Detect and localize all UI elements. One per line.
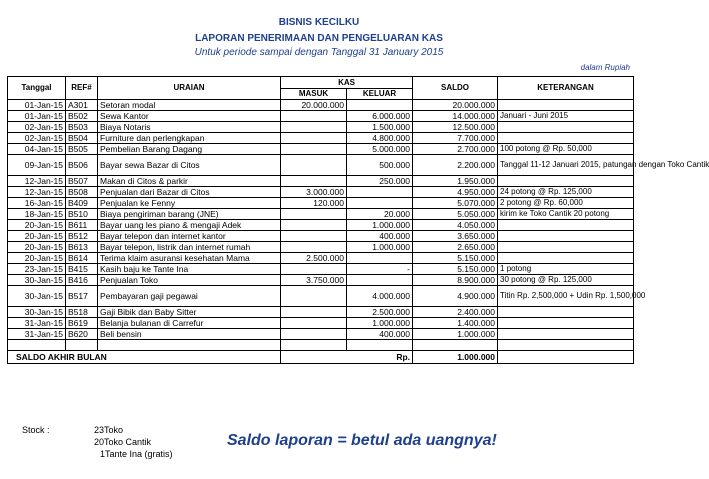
cell-saldo: 14.000.000 [413, 111, 498, 122]
cell-keterangan [498, 133, 634, 144]
cell-keluar: 4.000.000 [347, 286, 413, 307]
cell-keluar [347, 198, 413, 209]
cell-saldo: 2.700.000 [413, 144, 498, 155]
table-row [8, 122, 634, 133]
cell-tanggal: 20-Jan-15 [8, 242, 66, 253]
cell-tanggal: 12-Jan-15 [8, 187, 66, 198]
table-row [8, 242, 634, 253]
cell-tanggal: 23-Jan-15 [8, 264, 66, 275]
cell-uraian: Gaji Bibik dan Baby Sitter [98, 307, 281, 318]
cell-saldo: 3.650.000 [413, 231, 498, 242]
cell-uraian: Pembayaran gaji pegawai [98, 286, 281, 307]
report-company-title: BISNIS KECILKU [278, 17, 360, 28]
table-row [8, 187, 634, 198]
table-row [8, 307, 634, 318]
cell-uraian: Beli bensin [98, 329, 281, 340]
cell-keterangan [498, 329, 634, 340]
table-row [8, 329, 634, 340]
cell-uraian: Penjualan ke Fenny [98, 198, 281, 209]
cell-tanggal: 31-Jan-15 [8, 318, 66, 329]
cell-masuk: 2.500.000 [281, 253, 347, 264]
cell-masuk [281, 318, 347, 329]
cell-ref: B502 [66, 111, 98, 122]
cell-keluar: 500.000 [347, 155, 413, 176]
cell-masuk [281, 242, 347, 253]
cell-ref: B510 [66, 209, 98, 220]
col-header-kas: KAS [281, 77, 413, 89]
cell-saldo: 2.200.000 [413, 155, 498, 176]
cell-tanggal: 18-Jan-15 [8, 209, 66, 220]
cell-keterangan: 2 potong @ Rp. 60,000 [498, 198, 634, 209]
cell-keluar: 20.000 [347, 209, 413, 220]
cell-masuk: 3.750.000 [281, 275, 347, 286]
cell-masuk: 3.000.000 [281, 187, 347, 198]
cell-masuk: 120.000 [281, 198, 347, 209]
col-header-ref: REF# [66, 77, 98, 100]
total-value: 1.000.000 [413, 351, 498, 364]
cell-keterangan: 1 potong [498, 264, 634, 275]
table-row [8, 176, 634, 187]
cell-tanggal: 12-Jan-15 [8, 176, 66, 187]
table-row [8, 275, 634, 286]
cell-uraian: Setoran modal [98, 100, 281, 111]
cell-ref: B415 [66, 264, 98, 275]
cell-tanggal: 09-Jan-15 [8, 155, 66, 176]
table-row [8, 155, 634, 176]
cell-saldo: 8.900.000 [413, 275, 498, 286]
cell-keluar [347, 187, 413, 198]
cell-tanggal: 02-Jan-15 [8, 122, 66, 133]
cell-uraian: Kasih baju ke Tante Ina [98, 264, 281, 275]
cell-keluar [347, 275, 413, 286]
cell-tanggal: 02-Jan-15 [8, 133, 66, 144]
cell-uraian: Sewa Kantor [98, 111, 281, 122]
total-currency: Rp. [281, 351, 413, 364]
col-header-uraian: URAIAN [98, 77, 281, 100]
cell-ref: B517 [66, 286, 98, 307]
cell-ref: B619 [66, 318, 98, 329]
cell-tanggal: 01-Jan-15 [8, 111, 66, 122]
cell-saldo: 5.050.000 [413, 209, 498, 220]
cell-keluar [347, 100, 413, 111]
cell-masuk [281, 307, 347, 318]
table-row [8, 253, 634, 264]
cell-ref: B505 [66, 144, 98, 155]
currency-unit-note: dalam Rupiah [580, 63, 630, 72]
col-header-masuk: MASUK [281, 89, 347, 100]
cell-keterangan [498, 231, 634, 242]
cell-uraian: Makan di Citos & parkir [98, 176, 281, 187]
cell-ref: B508 [66, 187, 98, 198]
cell-keterangan [498, 122, 634, 133]
cell-keterangan: 100 potong @ Rp. 50,000 [498, 144, 634, 155]
report-period: Untuk periode sampai dengan Tanggal 31 January 2015 [194, 47, 444, 58]
ledger-body [8, 100, 709, 364]
cell-keterangan: Tanggal 11-12 Januari 2015, patungan dengan Toko Cantik [498, 155, 634, 176]
cell-tanggal: 20-Jan-15 [8, 253, 66, 264]
cell-keterangan [498, 242, 634, 253]
table-row [8, 144, 634, 155]
cell-keluar: - [347, 264, 413, 275]
table-row [8, 220, 634, 231]
cell-tanggal: 30-Jan-15 [8, 286, 66, 307]
cell-tanggal: 04-Jan-15 [8, 144, 66, 155]
table-row [8, 318, 634, 329]
cell-uraian: Biaya pengiriman barang (JNE) [98, 209, 281, 220]
cell-keluar: 4.800.000 [347, 133, 413, 144]
cell-keterangan [498, 253, 634, 264]
cell-saldo: 1.950.000 [413, 176, 498, 187]
cash-ledger-table [7, 76, 709, 364]
cell-ref: B518 [66, 307, 98, 318]
cell-ref: B416 [66, 275, 98, 286]
cell-ref: A301 [66, 100, 98, 111]
col-header-keterangan: KETERANGAN [498, 77, 634, 100]
table-row [8, 133, 634, 144]
cell-uraian: Bayar telepon, listrik dan internet rumah [98, 242, 281, 253]
cell-tanggal: 20-Jan-15 [8, 231, 66, 242]
stock-item-toko-cantik: 20Toko Cantik [94, 437, 152, 447]
cell-ref: B503 [66, 122, 98, 133]
cell-saldo: 20.000.000 [413, 100, 498, 111]
cell-masuk [281, 286, 347, 307]
cell-keterangan: Januari - Juni 2015 [498, 111, 634, 122]
cell-tanggal: 01-Jan-15 [8, 100, 66, 111]
cell-uraian: Bayar telepon dan internet kantor [98, 231, 281, 242]
cell-keterangan [498, 176, 634, 187]
cell-uraian: Terima klaim asuransi kesehatan Mama [98, 253, 281, 264]
cell-keluar: 1.000.000 [347, 242, 413, 253]
table-row [8, 111, 634, 122]
cell-ref: B620 [66, 329, 98, 340]
cell-keluar [347, 253, 413, 264]
cell-ref: B613 [66, 242, 98, 253]
cell-uraian: Furniture dan perlengkapan [98, 133, 281, 144]
cell-masuk [281, 220, 347, 231]
cell-ref: B409 [66, 198, 98, 209]
cell-uraian: Biaya Notaris [98, 122, 281, 133]
cell-keluar: 250.000 [347, 176, 413, 187]
cell-saldo: 12.500.000 [413, 122, 498, 133]
cell-tanggal: 30-Jan-15 [8, 275, 66, 286]
cell-saldo: 5.150.000 [413, 264, 498, 275]
cell-masuk [281, 209, 347, 220]
cell-keterangan [498, 307, 634, 318]
cell-ref: B614 [66, 253, 98, 264]
cell-masuk [281, 231, 347, 242]
table-row [8, 286, 634, 307]
table-row [8, 209, 634, 220]
cell-saldo: 4.950.000 [413, 187, 498, 198]
cell-keluar: 5.000.000 [347, 144, 413, 155]
cell-uraian: Bayar uang les piano & mengaji Adek [98, 220, 281, 231]
cell-keluar: 1.000.000 [347, 220, 413, 231]
cell-keluar: 2.500.000 [347, 307, 413, 318]
cell-masuk [281, 111, 347, 122]
cell-masuk [281, 133, 347, 144]
cell-tanggal: 30-Jan-15 [8, 307, 66, 318]
cell-saldo: 5.150.000 [413, 253, 498, 264]
cell-uraian: Penjualan Toko [98, 275, 281, 286]
cell-saldo: 1.400.000 [413, 318, 498, 329]
total-label: SALDO AKHIR BULAN [8, 351, 281, 364]
cell-ref: B512 [66, 231, 98, 242]
cell-keterangan: kirim ke Toko Cantik 20 potong [498, 209, 634, 220]
cell-saldo: 7.700.000 [413, 133, 498, 144]
cell-keluar: 1.000.000 [347, 318, 413, 329]
cell-tanggal: 31-Jan-15 [8, 329, 66, 340]
cell-uraian: Bayar sewa Bazar di Citos [98, 155, 281, 176]
report-subtitle: LAPORAN PENERIMAAN DAN PENGELUARAN KAS [195, 33, 443, 44]
cell-saldo: 1.000.000 [413, 329, 498, 340]
cell-keterangan: Titin Rp. 2,500,000 + Udin Rp. 1,500,000 [498, 286, 634, 307]
stock-item-tante-ina: 1Tante Ina (gratis) [100, 449, 173, 459]
cell-keluar: 400.000 [347, 329, 413, 340]
empty-row [8, 340, 634, 351]
cell-tanggal: 16-Jan-15 [8, 198, 66, 209]
cell-masuk: 20.000.000 [281, 100, 347, 111]
cell-ref: B504 [66, 133, 98, 144]
cell-uraian: Pembelian Barang Dagang [98, 144, 281, 155]
cell-ref: B507 [66, 176, 98, 187]
cell-saldo: 2.400.000 [413, 307, 498, 318]
cell-saldo: 5.070.000 [413, 198, 498, 209]
cell-tanggal: 20-Jan-15 [8, 220, 66, 231]
cell-masuk [281, 329, 347, 340]
cell-masuk [281, 122, 347, 133]
cell-masuk [281, 176, 347, 187]
cell-saldo: 4.050.000 [413, 220, 498, 231]
cell-keterangan: 30 potong @ Rp. 125,000 [498, 275, 634, 286]
col-header-saldo: SALDO [413, 77, 498, 100]
stock-item-toko: 23Toko [94, 425, 124, 435]
report-motto: Saldo laporan = betul ada uangnya! [227, 432, 497, 449]
cell-keluar: 400.000 [347, 231, 413, 242]
cell-keterangan [498, 220, 634, 231]
cell-masuk [281, 155, 347, 176]
cell-masuk [281, 264, 347, 275]
cell-saldo: 2.650.000 [413, 242, 498, 253]
cell-saldo: 4.900.000 [413, 286, 498, 307]
cell-ref: B611 [66, 220, 98, 231]
cell-keluar: 1.500.000 [347, 122, 413, 133]
cell-masuk [281, 144, 347, 155]
table-row [8, 264, 634, 275]
cell-keterangan [498, 100, 634, 111]
col-header-keluar: KELUAR [347, 89, 413, 100]
cell-keterangan [498, 318, 634, 329]
cell-uraian: Belanja bulanan di Carrefur [98, 318, 281, 329]
total-row [8, 351, 634, 364]
col-header-tanggal: Tanggal [8, 77, 66, 100]
cell-keterangan: 24 potong @ Rp. 125,000 [498, 187, 634, 198]
cell-uraian: Penjualan dari Bazar di Citos [98, 187, 281, 198]
stock-label: Stock : [22, 425, 50, 435]
table-row [8, 100, 634, 111]
table-row [8, 231, 634, 242]
table-row [8, 198, 634, 209]
cell-keluar: 6.000.000 [347, 111, 413, 122]
cell-ref: B506 [66, 155, 98, 176]
